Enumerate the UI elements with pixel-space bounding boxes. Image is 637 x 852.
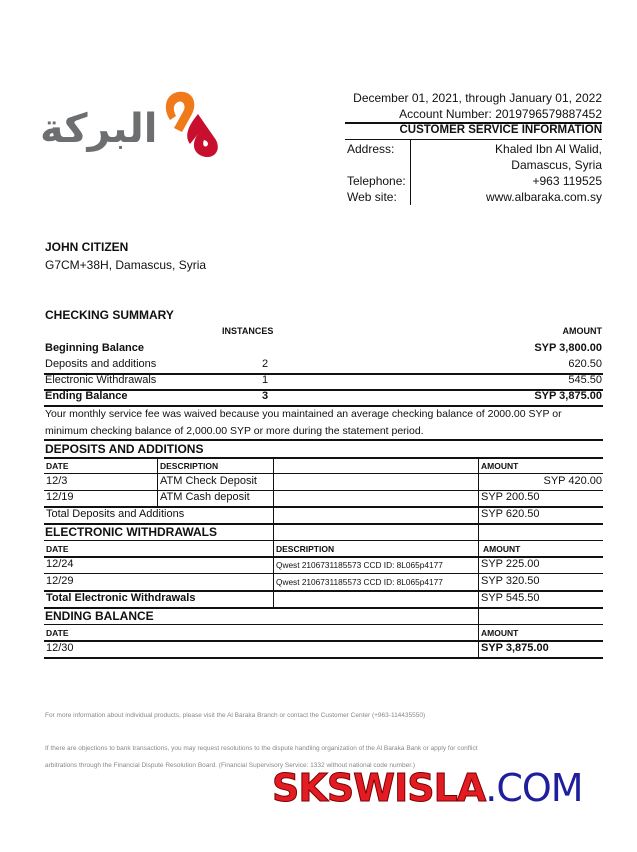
divider [44, 624, 603, 625]
address-line2: Damascus, Syria [511, 158, 602, 172]
divider [44, 439, 603, 441]
col-date: DATE [46, 628, 69, 638]
withdrawal-amount: SYP 225.00 [481, 558, 540, 570]
col-date: DATE [46, 544, 69, 554]
deposit-description: ATM Check Deposit [160, 475, 257, 487]
withdrawals-title: ELECTRONIC WITHDRAWALS [45, 525, 217, 539]
deposits-total-amount: SYP 620.50 [481, 508, 540, 520]
customer-address: G7CM+38H, Damascus, Syria [45, 258, 207, 272]
bank-logo [40, 88, 225, 158]
summary-row-instances: 2 [262, 358, 269, 370]
summary-row-label: Deposits and additions [45, 358, 157, 370]
ending-date: 12/30 [46, 642, 74, 654]
csi-title: CUSTOMER SERVICE INFORMATION [399, 124, 602, 136]
footer-dispute: If there are objections to bank transactions, you may request resolutions to the dispute handling organization of the Al Baraka Bank or apply for conflict [45, 745, 478, 752]
deposits-title: DEPOSITS AND ADDITIONS [45, 442, 204, 456]
summary-row-label: Ending Balance [45, 390, 128, 402]
summary-row-label: Beginning Balance [45, 342, 145, 354]
divider [44, 540, 603, 541]
fee-waiver-note: minimum checking balance of 2,000.00 SYP or more during the statement period. [45, 425, 424, 437]
withdrawals-total-label: Total Electronic Withdrawals [46, 592, 196, 604]
divider [157, 457, 158, 507]
website-link[interactable]: www.albaraka.com.sy [485, 190, 602, 204]
withdrawal-description: Qwest 2106731185573 CCD ID: 8L065p4177 [276, 560, 443, 570]
watermark [272, 766, 583, 810]
col-amount: AMOUNT [481, 461, 519, 471]
footer-info: For more information about individual products, please visit the Al Baraka Branch or contact the Customer Center (+963-114435550) [45, 712, 426, 719]
summary-row-amount: 620.50 [568, 358, 602, 370]
account-number: Account Number: 2019796579887452 [399, 107, 602, 121]
deposit-description: ATM Cash deposit [160, 491, 250, 503]
col-amount: AMOUNT [483, 544, 521, 554]
summary-row-instances: 3 [262, 390, 269, 402]
address-label: Address: [347, 142, 395, 156]
telephone-label: Telephone: [347, 174, 406, 188]
col-description: DESCRIPTION [160, 461, 219, 471]
divider [273, 523, 274, 608]
customer-name: JOHN CITIZEN [45, 240, 129, 254]
ending-title: ENDING BALANCE [45, 609, 154, 623]
summary-title: CHECKING SUMMARY [45, 308, 174, 322]
website-label: Web site: [347, 190, 397, 204]
address-line1: Khaled Ibn Al Walid, [495, 142, 602, 156]
divider [44, 405, 603, 407]
withdrawal-description: Qwest 2106731185573 CCD ID: 8L065p4177 [276, 577, 443, 587]
summary-row-instances: 1 [262, 374, 269, 386]
summary-row-label: Electronic Withdrawals [45, 374, 157, 386]
summary-row-amount: 545.50 [568, 374, 602, 386]
deposit-amount: SYP 200.50 [481, 491, 540, 503]
telephone-value: +963 119525 [532, 174, 602, 188]
col-description: DESCRIPTION [276, 544, 335, 554]
logo-wordmark: البركة [40, 106, 158, 152]
divider [44, 457, 603, 459]
deposits-total-label: Total Deposits and Additions [46, 508, 185, 520]
col-amount: AMOUNT [481, 628, 519, 638]
withdrawals-total-amount: SYP 545.50 [481, 592, 540, 604]
deposit-amount: SYP 420.00 [543, 475, 602, 487]
divider [410, 139, 411, 205]
deposit-date: 12/19 [46, 491, 74, 503]
watermark-part1: SKSWISLA [272, 766, 486, 810]
summary-row-amount: SYP 3,875.00 [534, 390, 602, 402]
summary-row-amount: SYP 3,800.00 [534, 342, 602, 354]
fee-waiver-note: Your monthly service fee was waived because you maintained an average checking balance of 2000.00 SYP or [45, 408, 562, 420]
col-date: DATE [46, 461, 69, 471]
withdrawal-amount: SYP 320.50 [481, 575, 540, 587]
divider [44, 573, 603, 574]
ending-amount: SYP 3,875.00 [481, 642, 549, 654]
footer-dispute: arbitrations through the Financial Dispute Resolution Board. (Financial Supervisory Service: 1332 without national code number.) [45, 762, 415, 769]
divider [44, 473, 603, 474]
withdrawal-date: 12/29 [46, 575, 74, 587]
divider [44, 657, 603, 659]
watermark-part2: .COM [485, 766, 583, 810]
col-instances: INSTANCES [222, 326, 274, 336]
divider [44, 389, 603, 391]
statement-period: December 01, 2021, through January 01, 2022 [353, 91, 602, 105]
logo-drop-icon [158, 88, 224, 158]
deposit-date: 12/3 [46, 475, 68, 487]
divider [345, 139, 602, 140]
withdrawal-date: 12/24 [46, 558, 74, 570]
col-amount: AMOUNT [562, 326, 602, 336]
